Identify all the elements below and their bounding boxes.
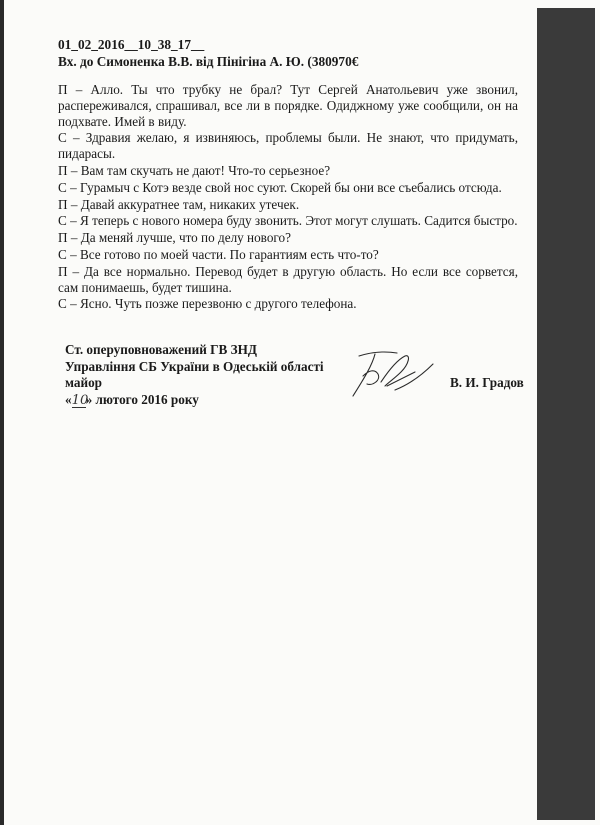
date-day: 10 xyxy=(71,392,89,408)
dialogue-line: П – Да все нормально. Перевод будет в другую область. Но если все сорвется, сам понимаешь, будет тишина. xyxy=(58,263,518,295)
dialogue-line: С – Здравия желаю, я извиняюсь, проблемы были. Не знают, что придумать, пидарасы. xyxy=(58,130,518,162)
dialogue-line: С – Я теперь с нового номера буду звонить. Этот могут слушать. Садится быстро. xyxy=(58,213,518,229)
dialogue-line: С – Гурамыч с Котэ везде свой нос суют. Скорей бы они все съебались отсюда. xyxy=(58,179,502,195)
dialogue-line: С – Все готово по моей части. По гарантиям есть что-то? xyxy=(58,246,379,262)
dialogue-line: П – Да меняй лучше, что по делу нового? xyxy=(58,230,291,246)
signature-block xyxy=(65,342,365,408)
officer-department: Управління СБ України в Одеській області xyxy=(65,358,324,374)
document-date xyxy=(65,392,365,409)
officer-rank: майор xyxy=(65,375,103,391)
scan-edge-left xyxy=(0,0,4,825)
signer-name: В. И. Градов xyxy=(450,375,524,390)
dialogue-line: П – Давай аккуратнее там, никаких утечек. xyxy=(58,196,300,212)
scan-edge-right xyxy=(537,8,595,820)
officer-position: Ст. оперуповноважений ГВ ЗНД xyxy=(65,342,257,357)
date-open-quote: « xyxy=(65,391,72,407)
document-header xyxy=(58,36,538,70)
date-rest: » лютого 2016 року xyxy=(85,391,199,407)
dialogue-line: П – Алло. Ты что трубку не брал? Тут Сергей Анатольевич уже звонил, распереживался, спрашивал, все ли в порядке. Одиджному уже сообщили, он на подхвате. Имей в виду. xyxy=(58,82,518,129)
call-parties: Вх. до Симоненка В.В. від Пінігіна А. Ю. (380970€ xyxy=(58,54,359,69)
handwritten-signature xyxy=(345,346,437,406)
recording-timestamp: 01_02_2016__10_38_17__ xyxy=(58,37,205,52)
transcript-body xyxy=(58,82,518,312)
dialogue-line: П – Вам там скучать не дают! Что-то серьезное? xyxy=(58,162,331,178)
dialogue-line: С – Ясно. Чуть позже перезвоню с другого телефона. xyxy=(58,296,357,312)
